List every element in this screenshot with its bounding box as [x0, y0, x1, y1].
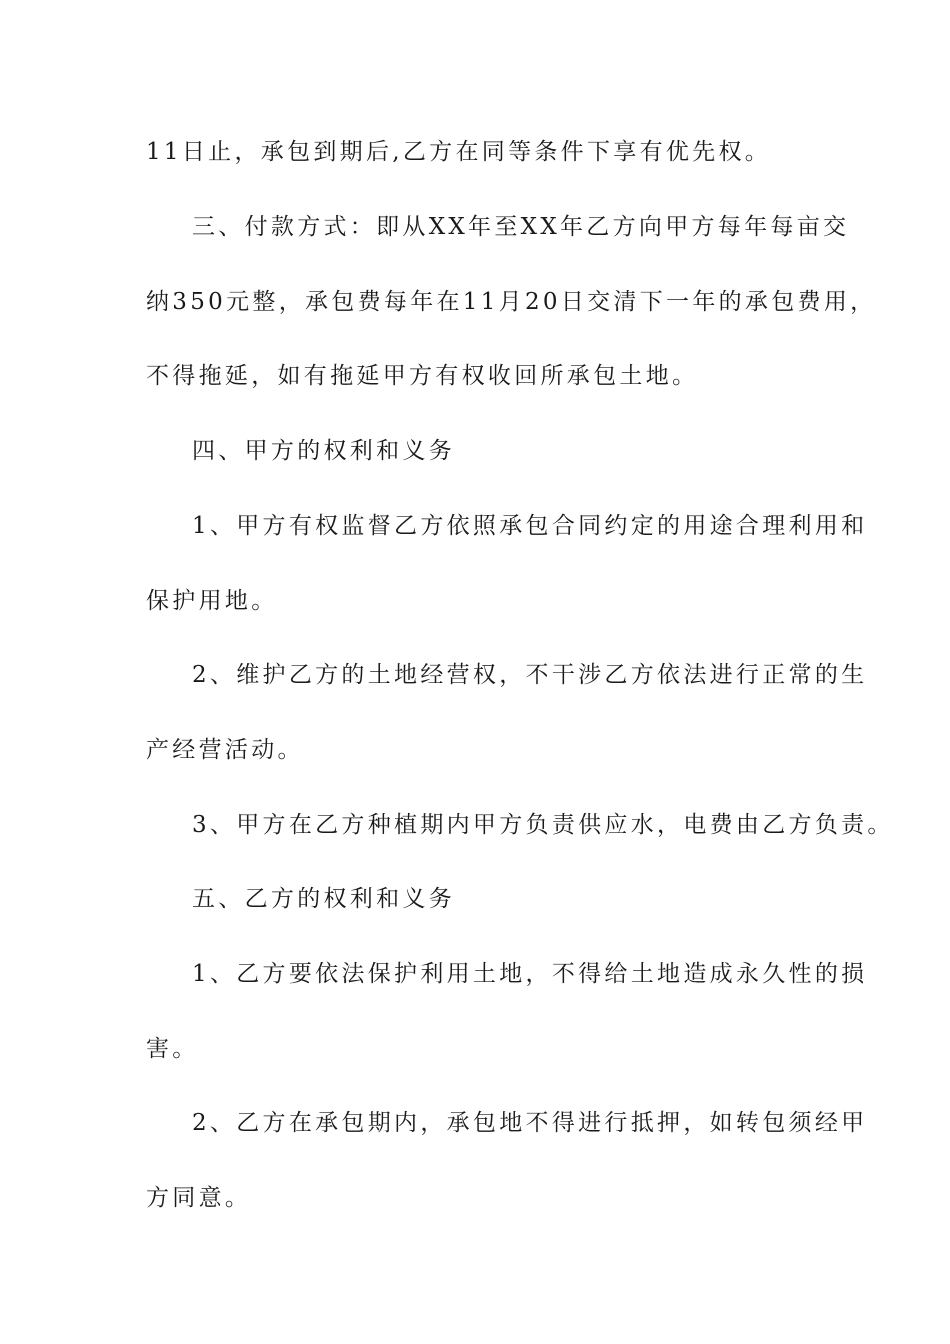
text-line: 11日止，承包到期后,乙方在同等条件下享有优先权。	[146, 139, 772, 165]
text-line: 方同意。	[146, 1185, 252, 1211]
section-heading: 四、甲方的权利和义务	[192, 438, 455, 464]
text-line: 不得拖延，如有拖延甲方有权收回所承包土地。	[146, 363, 699, 389]
text-line: 1、甲方有权监督乙方依照承包合同约定的用途合理利用和	[192, 513, 868, 539]
text-line: 2、乙方在承包期内，承包地不得进行抵押，如转包须经甲	[192, 1110, 868, 1136]
text-line: 3、甲方在乙方种植期内甲方负责供应水，电费由乙方负责。	[192, 812, 894, 838]
text-line: 害。	[146, 1036, 199, 1062]
text-line: 三、付款方式：即从XX年至XX年乙方向甲方每年每亩交	[192, 214, 850, 240]
text-line: 2、维护乙方的土地经营权，不干涉乙方依法进行正常的生	[192, 662, 868, 688]
text-line: 产经营活动。	[146, 737, 304, 763]
section-heading: 五、乙方的权利和义务	[192, 886, 455, 912]
text-line: 保护用地。	[146, 588, 278, 614]
text-line: 纳350元整，承包费每年在11月20日交清下一年的承包费用，	[146, 289, 877, 315]
text-line: 1、乙方要依法保护利用土地，不得给土地造成永久性的损	[192, 961, 868, 987]
